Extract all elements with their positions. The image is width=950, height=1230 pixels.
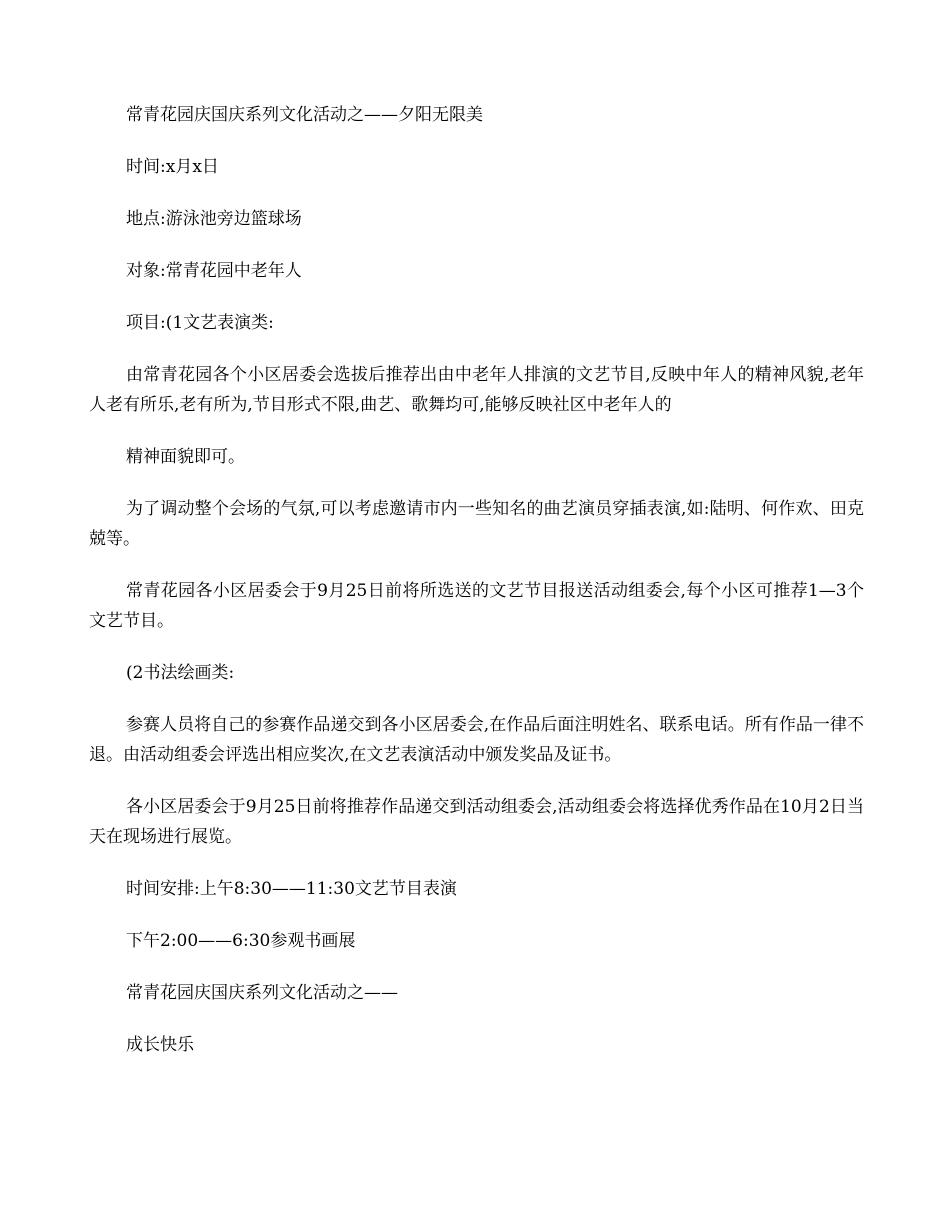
- section-subtitle: 成长快乐: [126, 1035, 194, 1055]
- section-title: 常青花园庆国庆系列文化活动之——夕阳无限美: [126, 105, 483, 125]
- schedule-morning: 时间安排:上午8:30——11:30文艺节目表演: [126, 879, 457, 899]
- document-body: [89, 100, 864, 1082]
- schedule-afternoon: 下午2:00——6:30参观书画展: [126, 931, 356, 951]
- paragraph: 常青花园各小区居委会于9月25日前将所选送的文艺节目报送活动组委会,每个小区可推荐1—3个文艺节目。: [89, 581, 864, 631]
- paragraph: 由常青花园各个小区居委会选拔后推荐出由中老年人排演的文艺节目,反映中年人的精神风貌,老年人老有所乐,老有所为,节目形式不限,曲艺、歌舞均可,能够反映社区中老年人的: [89, 365, 864, 415]
- paragraph: 参赛人员将自己的参赛作品递交到各小区居委会,在作品后面注明姓名、联系电话。所有作品一律不退。由活动组委会评选出相应奖次,在文艺表演活动中颁发奖品及证书。: [89, 715, 864, 765]
- project-heading-2: (2书法绘画类:: [126, 663, 235, 683]
- event-audience: 对象:常青花园中老年人: [126, 261, 302, 281]
- paragraph: 为了调动整个会场的气氛,可以考虑邀请市内一些知名的曲艺演员穿插表演,如:陆明、何作欢、田克兢等。: [89, 499, 864, 549]
- event-time: 时间:x月x日: [126, 157, 219, 177]
- project-heading-1: 项目:(1文艺表演类:: [126, 313, 274, 333]
- event-location: 地点:游泳池旁边篮球场: [126, 209, 302, 229]
- paragraph: 各小区居委会于9月25日前将推荐作品递交到活动组委会,活动组委会将选择优秀作品在10月2日当天在现场进行展览。: [89, 797, 864, 847]
- paragraph: 精神面貌即可。: [126, 447, 245, 467]
- section-title: 常青花园庆国庆系列文化活动之——: [126, 983, 398, 1003]
